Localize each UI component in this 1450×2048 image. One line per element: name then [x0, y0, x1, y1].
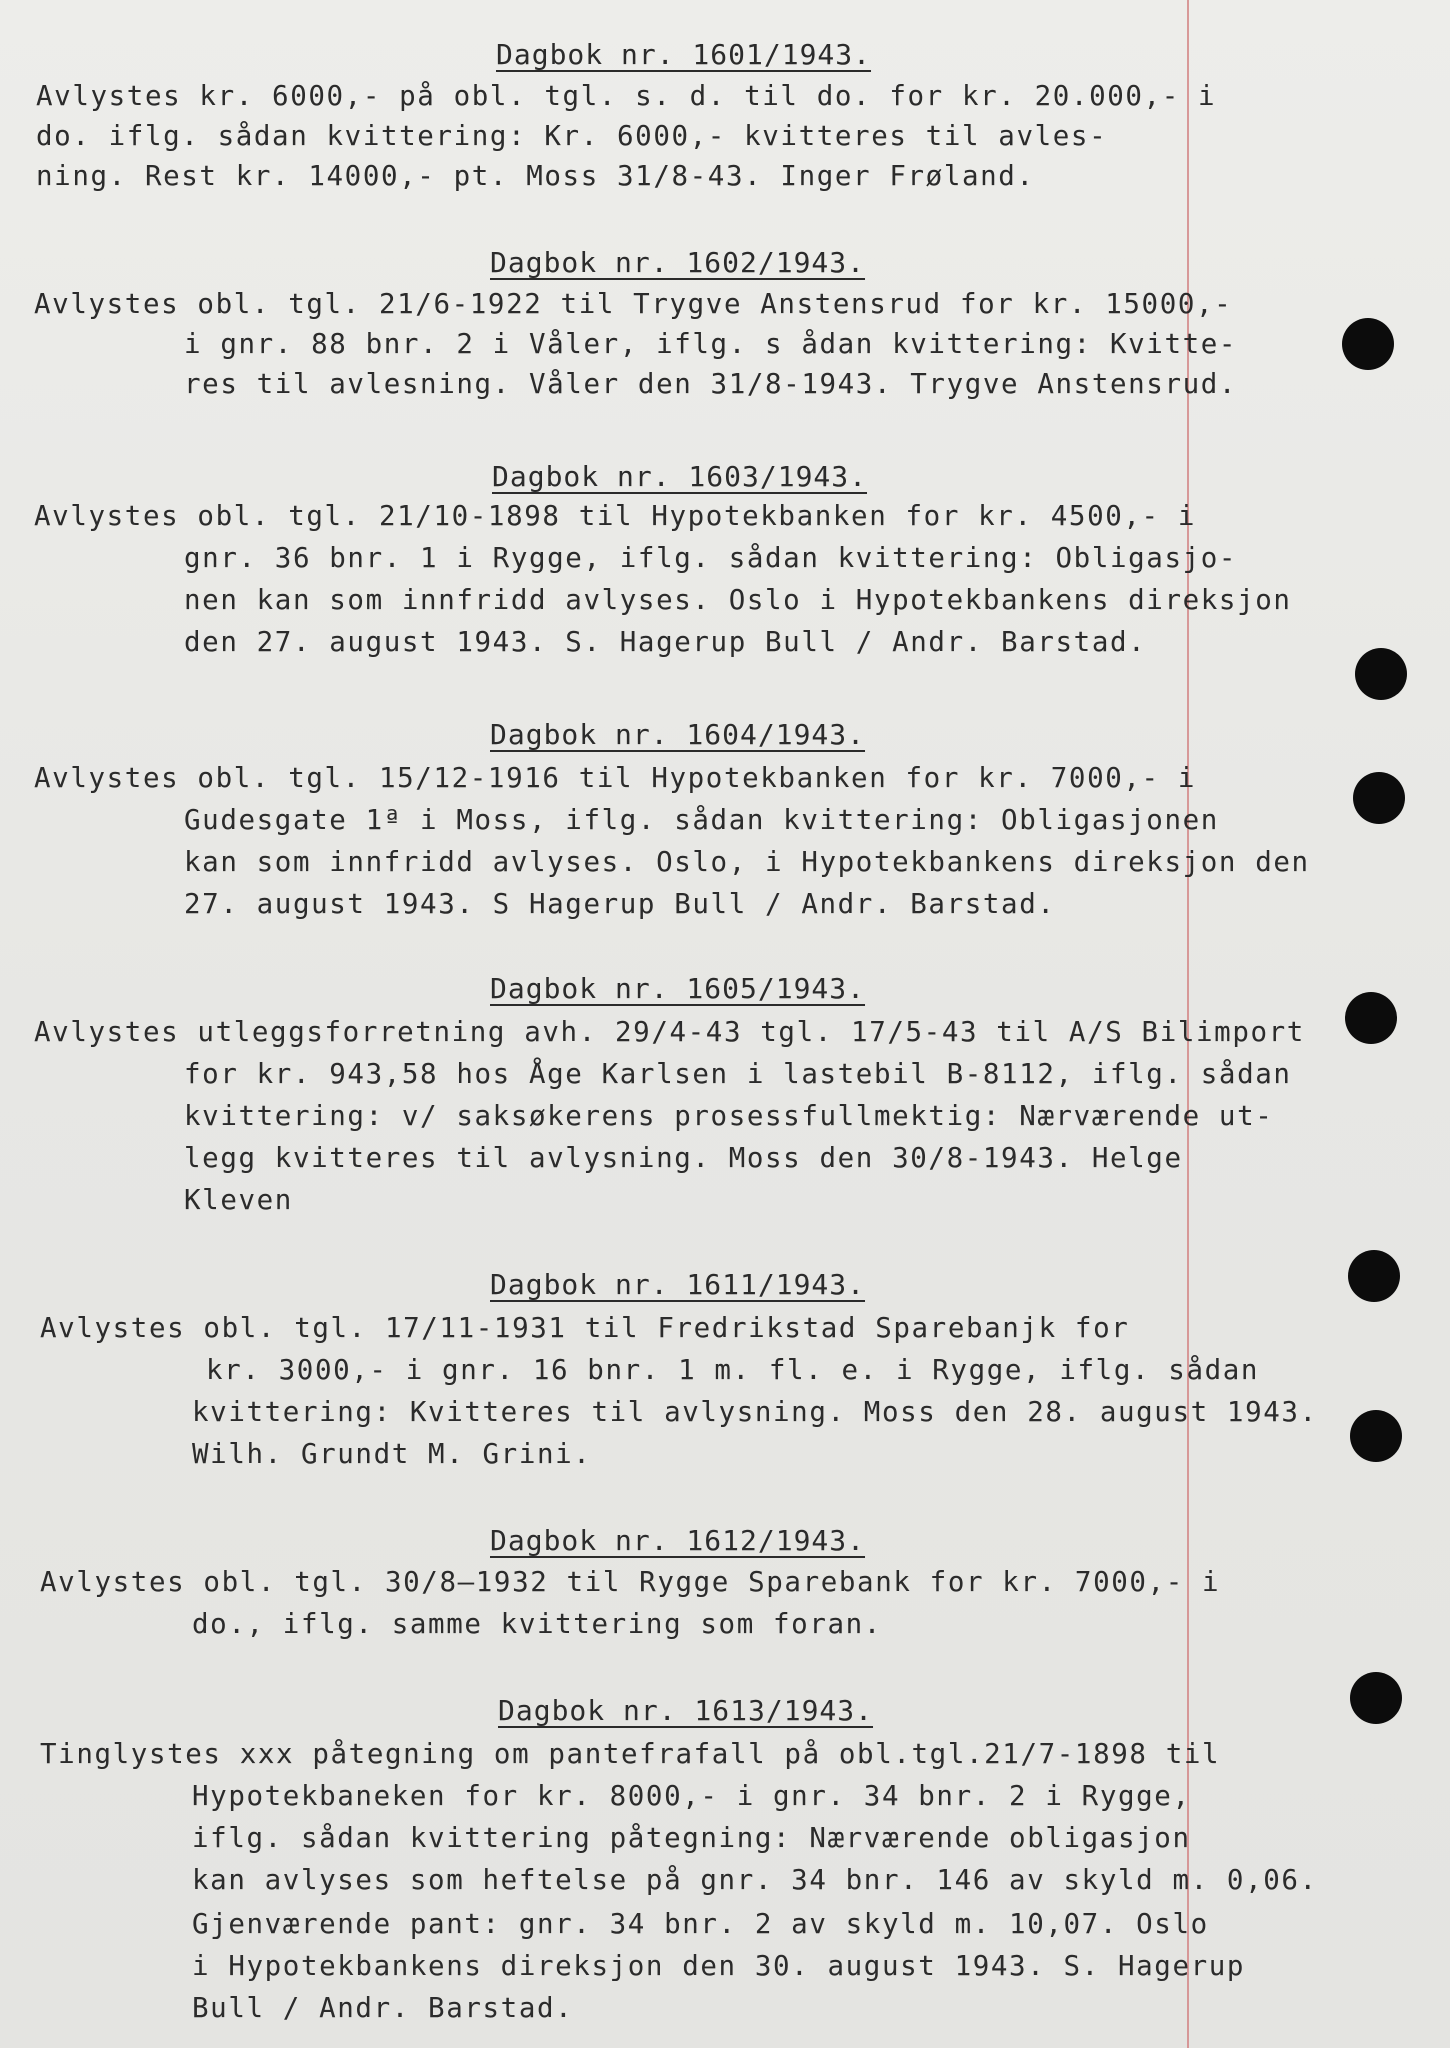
- entry-line: iflg. sådan kvittering påtegning: Nærværende obligasjon: [192, 1822, 1191, 1854]
- entry-line: Kleven: [184, 1184, 293, 1216]
- punch-hole: [1350, 1410, 1402, 1462]
- entry-line: Avlystes obl. tgl. 15/12-1916 til Hypotekbanken for kr. 7000,- i: [34, 762, 1197, 794]
- entry-line: Gudesgate 1ª i Moss, iflg. sådan kvittering: Obligasjonen: [184, 804, 1219, 836]
- entry-line: i gnr. 88 bnr. 2 i Våler, iflg. s ådan kvittering: Kvitte-: [184, 328, 1238, 360]
- entry-line: for kr. 943,58 hos Åge Karlsen i lastebil B-8112, iflg. sådan: [184, 1058, 1292, 1090]
- punch-hole: [1350, 1672, 1402, 1724]
- entry-line: Avlystes obl. tgl. 21/10-1898 til Hypotekbanken for kr. 4500,- i: [34, 500, 1197, 532]
- entry-line: kr. 3000,- i gnr. 16 bnr. 1 m. fl. e. i Rygge, iflg. sådan: [206, 1354, 1260, 1386]
- entry-line: Avlystes kr. 6000,- på obl. tgl. s. d. til do. for kr. 20.000,- i: [36, 80, 1217, 112]
- entry-line: gnr. 36 bnr. 1 i Rygge, iflg. sådan kvittering: Obligasjo-: [184, 542, 1238, 574]
- entry-line: Bull / Andr. Barstad.: [192, 1992, 574, 2024]
- entry-line: 27. august 1943. S Hagerup Bull / Andr. Barstad.: [184, 888, 1056, 920]
- punch-hole: [1355, 648, 1407, 700]
- entry-line: nen kan som innfridd avlyses. Oslo i Hypotekbankens direksjon: [184, 584, 1292, 616]
- entry-line: do. iflg. sådan kvittering: Kr. 6000,- kvitteres til avles-: [36, 120, 1108, 152]
- entry-line: Avlystes obl. tgl. 17/11-1931 til Fredrikstad Sparebanjk for: [40, 1312, 1130, 1344]
- entry-line: kan som innfridd avlyses. Oslo, i Hypotekbankens direksjon den: [184, 846, 1310, 878]
- entry-line: Avlystes utleggsforretning avh. 29/4-43 tgl. 17/5-43 til A/S Bilimport: [34, 1016, 1305, 1048]
- entry-heading: Dagbok nr. 1604/1943.: [490, 718, 866, 751]
- entry-line: ning. Rest kr. 14000,- pt. Moss 31/8-43. Inger Frøland.: [36, 160, 1035, 192]
- entry-line: Gjenværende pant: gnr. 34 bnr. 2 av skyld m. 10,07. Oslo: [192, 1908, 1209, 1940]
- entry-heading: Dagbok nr. 1611/1943.: [490, 1268, 866, 1301]
- entry-line: Avlystes obl. tgl. 21/6-1922 til Trygve Anstensrud for kr. 15000,-: [34, 288, 1233, 320]
- punch-hole: [1353, 772, 1405, 824]
- entry-line: Wilh. Grundt M. Grini.: [192, 1438, 592, 1470]
- punch-hole: [1345, 992, 1397, 1044]
- entry-line: den 27. august 1943. S. Hagerup Bull / Andr. Barstad.: [184, 626, 1147, 658]
- punch-hole: [1342, 318, 1394, 370]
- entry-line: kan avlyses som heftelse på gnr. 34 bnr. 146 av skyld m. 0,06.: [192, 1864, 1318, 1896]
- entry-heading: Dagbok nr. 1612/1943.: [490, 1524, 866, 1557]
- entry-line: Avlystes obl. tgl. 30/8–1932 til Rygge Sparebank for kr. 7000,- i: [40, 1566, 1221, 1598]
- entry-line: kvittering: v/ saksøkerens prosessfullmektig: Nærværende ut-: [184, 1100, 1274, 1132]
- entry-line: Hypotekbaneken for kr. 8000,- i gnr. 34 bnr. 2 i Rygge,: [192, 1780, 1191, 1812]
- entry-line: res til avlesning. Våler den 31/8-1943. Trygve Anstensrud.: [184, 368, 1238, 400]
- entry-heading: Dagbok nr. 1602/1943.: [490, 246, 866, 279]
- entry-line: kvittering: Kvitteres til avlysning. Moss den 28. august 1943.: [192, 1396, 1318, 1428]
- punch-hole: [1348, 1250, 1400, 1302]
- entry-heading: Dagbok nr. 1605/1943.: [490, 972, 866, 1005]
- entry-heading: Dagbok nr. 1603/1943.: [492, 460, 868, 493]
- entry-line: legg kvitteres til avlysning. Moss den 30/8-1943. Helge: [184, 1142, 1183, 1174]
- entry-line: do., iflg. samme kvittering som foran.: [192, 1608, 882, 1640]
- entry-heading: Dagbok nr. 1601/1943.: [496, 38, 872, 71]
- entry-line: i Hypotekbankens direksjon den 30. august 1943. S. Hagerup: [192, 1950, 1246, 1982]
- entry-line: Tinglystes xxx påtegning om pantefrafall på obl.tgl.21/7-1898 til: [40, 1738, 1221, 1770]
- entry-heading: Dagbok nr. 1613/1943.: [498, 1694, 874, 1727]
